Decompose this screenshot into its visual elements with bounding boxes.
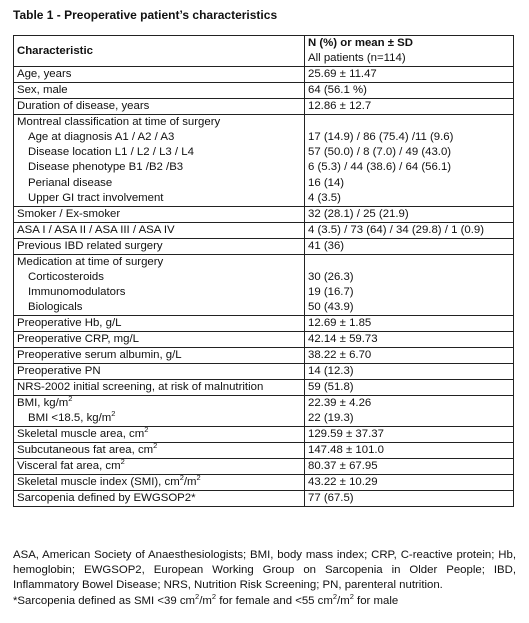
footnotes: [13, 548, 516, 609]
superscript: 2: [211, 591, 217, 601]
sub-value: 50 (43.9): [308, 301, 354, 314]
label-text: Skeletal muscle area, cm: [17, 428, 145, 441]
sub-label: Disease location L1 / L2 / L3 / L4: [28, 146, 194, 159]
characteristics-table: [13, 35, 514, 507]
sub-value: 4 (3.5): [308, 191, 341, 204]
sub-value: 30 (26.3): [308, 270, 354, 283]
table-row: [14, 348, 514, 364]
montreal-values: [305, 115, 514, 207]
superscript: 2: [349, 591, 354, 601]
sub-label: Upper GI tract involvement: [28, 191, 164, 204]
table-row: [14, 364, 514, 380]
table-row: [14, 83, 514, 99]
row-value: 80.37 ± 67.95: [305, 459, 514, 475]
group-heading: Montreal classification at time of surgery: [17, 116, 221, 129]
row-value: 59 (51.8): [305, 380, 514, 396]
table-row: [14, 222, 514, 238]
note-text: for female and <55 cm: [216, 594, 333, 607]
sarcopenia-note: [13, 591, 516, 609]
header-n-label: N (%) or mean ± SD: [308, 37, 413, 49]
montreal-labels: [14, 115, 305, 207]
sub-label: Corticosteroids: [28, 270, 104, 283]
row-label: Preoperative Hb, g/L: [14, 316, 305, 332]
row-value: 129.59 ± 37.37: [305, 427, 514, 443]
row-label: Preoperative serum albumin, g/L: [14, 348, 305, 364]
sub-value: 19 (16.7): [308, 285, 354, 298]
row-value: 41 (36): [305, 238, 514, 254]
row-value: 14 (12.3): [305, 364, 514, 380]
table-row: [14, 238, 514, 254]
row-value: 147.48 ± 101.0: [305, 443, 514, 459]
row-label: [14, 475, 305, 491]
row-value: 4 (3.5) / 73 (64) / 34 (29.8) / 1 (0.9): [305, 222, 514, 238]
bmi-labels: [14, 396, 305, 427]
group-heading: Medication at time of surgery: [17, 255, 164, 268]
row-label: Duration of disease, years: [14, 99, 305, 115]
medication-labels: [14, 254, 305, 315]
row-value: 22.39 ± 4.26: [308, 397, 372, 410]
table-row: [14, 67, 514, 83]
note-text: /m: [199, 594, 212, 607]
row-value: 64 (56.1 %): [305, 83, 514, 99]
row-label: ASA I / ASA II / ASA III / ASA IV: [14, 222, 305, 238]
row-label: [14, 459, 305, 475]
superscript: 2: [196, 473, 201, 483]
table-row: [14, 380, 514, 396]
row-value: 12.69 ± 1.85: [305, 316, 514, 332]
table-row: [14, 443, 514, 459]
sub-value: 17 (14.9) / 86 (75.4) /11 (9.6): [308, 131, 454, 144]
superscript: 2: [68, 394, 73, 404]
label-tail: /m: [183, 476, 197, 489]
row-label: Sarcopenia defined by EWGSOP2*: [14, 491, 305, 507]
row-value: 12.86 ± 12.7: [305, 99, 514, 115]
table-row: [14, 316, 514, 332]
row-value: 32 (28.1) / 25 (21.9): [305, 206, 514, 222]
table-row: [14, 206, 514, 222]
sub-label: Disease phenotype B1 /B2 /B3: [28, 161, 184, 174]
superscript: 2: [195, 591, 200, 601]
table-header-row: [14, 36, 514, 67]
superscript: 2: [111, 409, 116, 419]
row-value: 42.14 ± 59.73: [305, 332, 514, 348]
sub-value: 16 (14): [308, 176, 345, 189]
sub-label: Age at diagnosis A1 / A2 / A3: [28, 131, 175, 144]
header-characteristic: Characteristic: [14, 36, 305, 67]
sub-value: 6 (5.3) / 44 (38.6) / 64 (56.1): [308, 161, 452, 174]
sub-label: Immunomodulators: [28, 285, 126, 298]
row-label: Smoker / Ex-smoker: [14, 206, 305, 222]
label-text: Skeletal muscle index (SMI), cm: [17, 476, 180, 489]
row-label: Preoperative PN: [14, 364, 305, 380]
sub-label: Perianal disease: [28, 176, 113, 189]
row-label: [17, 396, 301, 411]
row-label: [14, 443, 305, 459]
row-value: 77 (67.5): [305, 491, 514, 507]
superscript: 2: [332, 591, 338, 601]
superscript: 2: [144, 425, 149, 435]
label-text: BMI, kg/m: [17, 397, 69, 410]
table-row-group: [14, 115, 514, 207]
note-text: for male: [353, 594, 399, 607]
label-text: Visceral fat area, cm: [17, 460, 121, 473]
table-row: [14, 475, 514, 491]
table-row: [14, 332, 514, 348]
superscript: 2: [153, 441, 158, 451]
row-label: Preoperative CRP, mg/L: [14, 332, 305, 348]
table-row: [14, 99, 514, 115]
row-label: [14, 427, 305, 443]
bmi-values: [305, 396, 514, 427]
abbreviations-note: ASA, American Society of Anaesthesiologists; BMI, body mass index; CRP, C-reactive protein; Hb, hemoglobin; EWGSOP2, European Working Group on Sarcopenia in Older People; IBD, Inflammatory Bowel Disease; NRS, Nutrition Risk Screening; PN, parenteral nutrition.: [13, 549, 516, 592]
table-row-group: [14, 254, 514, 315]
note-text: /m: [337, 594, 350, 607]
table-row-group: [14, 396, 514, 427]
header-all-patients: All patients (n=114): [308, 52, 406, 65]
table-title: Table 1 - Preoperative patient’s characteristics: [13, 8, 278, 22]
table-row: [14, 491, 514, 507]
medication-values: [305, 254, 514, 315]
row-label: Previous IBD related surgery: [14, 238, 305, 254]
row-label: NRS-2002 initial screening, at risk of malnutrition: [14, 380, 305, 396]
label-text: BMI <18.5, kg/m: [28, 412, 112, 425]
row-value: 43.22 ± 10.29: [305, 475, 514, 491]
superscript: 2: [120, 457, 125, 467]
row-value: 25.69 ± 11.47: [305, 67, 514, 83]
header-n: [305, 36, 514, 67]
note-text: *Sarcopenia defined as SMI <39 cm: [13, 594, 196, 607]
row-label: Sex, male: [14, 83, 305, 99]
sub-value: 57 (50.0) / 8 (7.0) / 49 (43.0): [308, 146, 452, 159]
sub-label: Biologicals: [28, 301, 83, 314]
superscript: 2: [179, 473, 184, 483]
spacer: [308, 255, 510, 270]
table-row: [14, 427, 514, 443]
table-row: [14, 459, 514, 475]
sub-value: 22 (19.3): [308, 412, 354, 425]
row-label: Age, years: [14, 67, 305, 83]
row-value: 38.22 ± 6.70: [305, 348, 514, 364]
sub-label: [17, 411, 301, 426]
spacer: [308, 115, 510, 130]
label-text: Subcutaneous fat area, cm: [17, 444, 154, 457]
